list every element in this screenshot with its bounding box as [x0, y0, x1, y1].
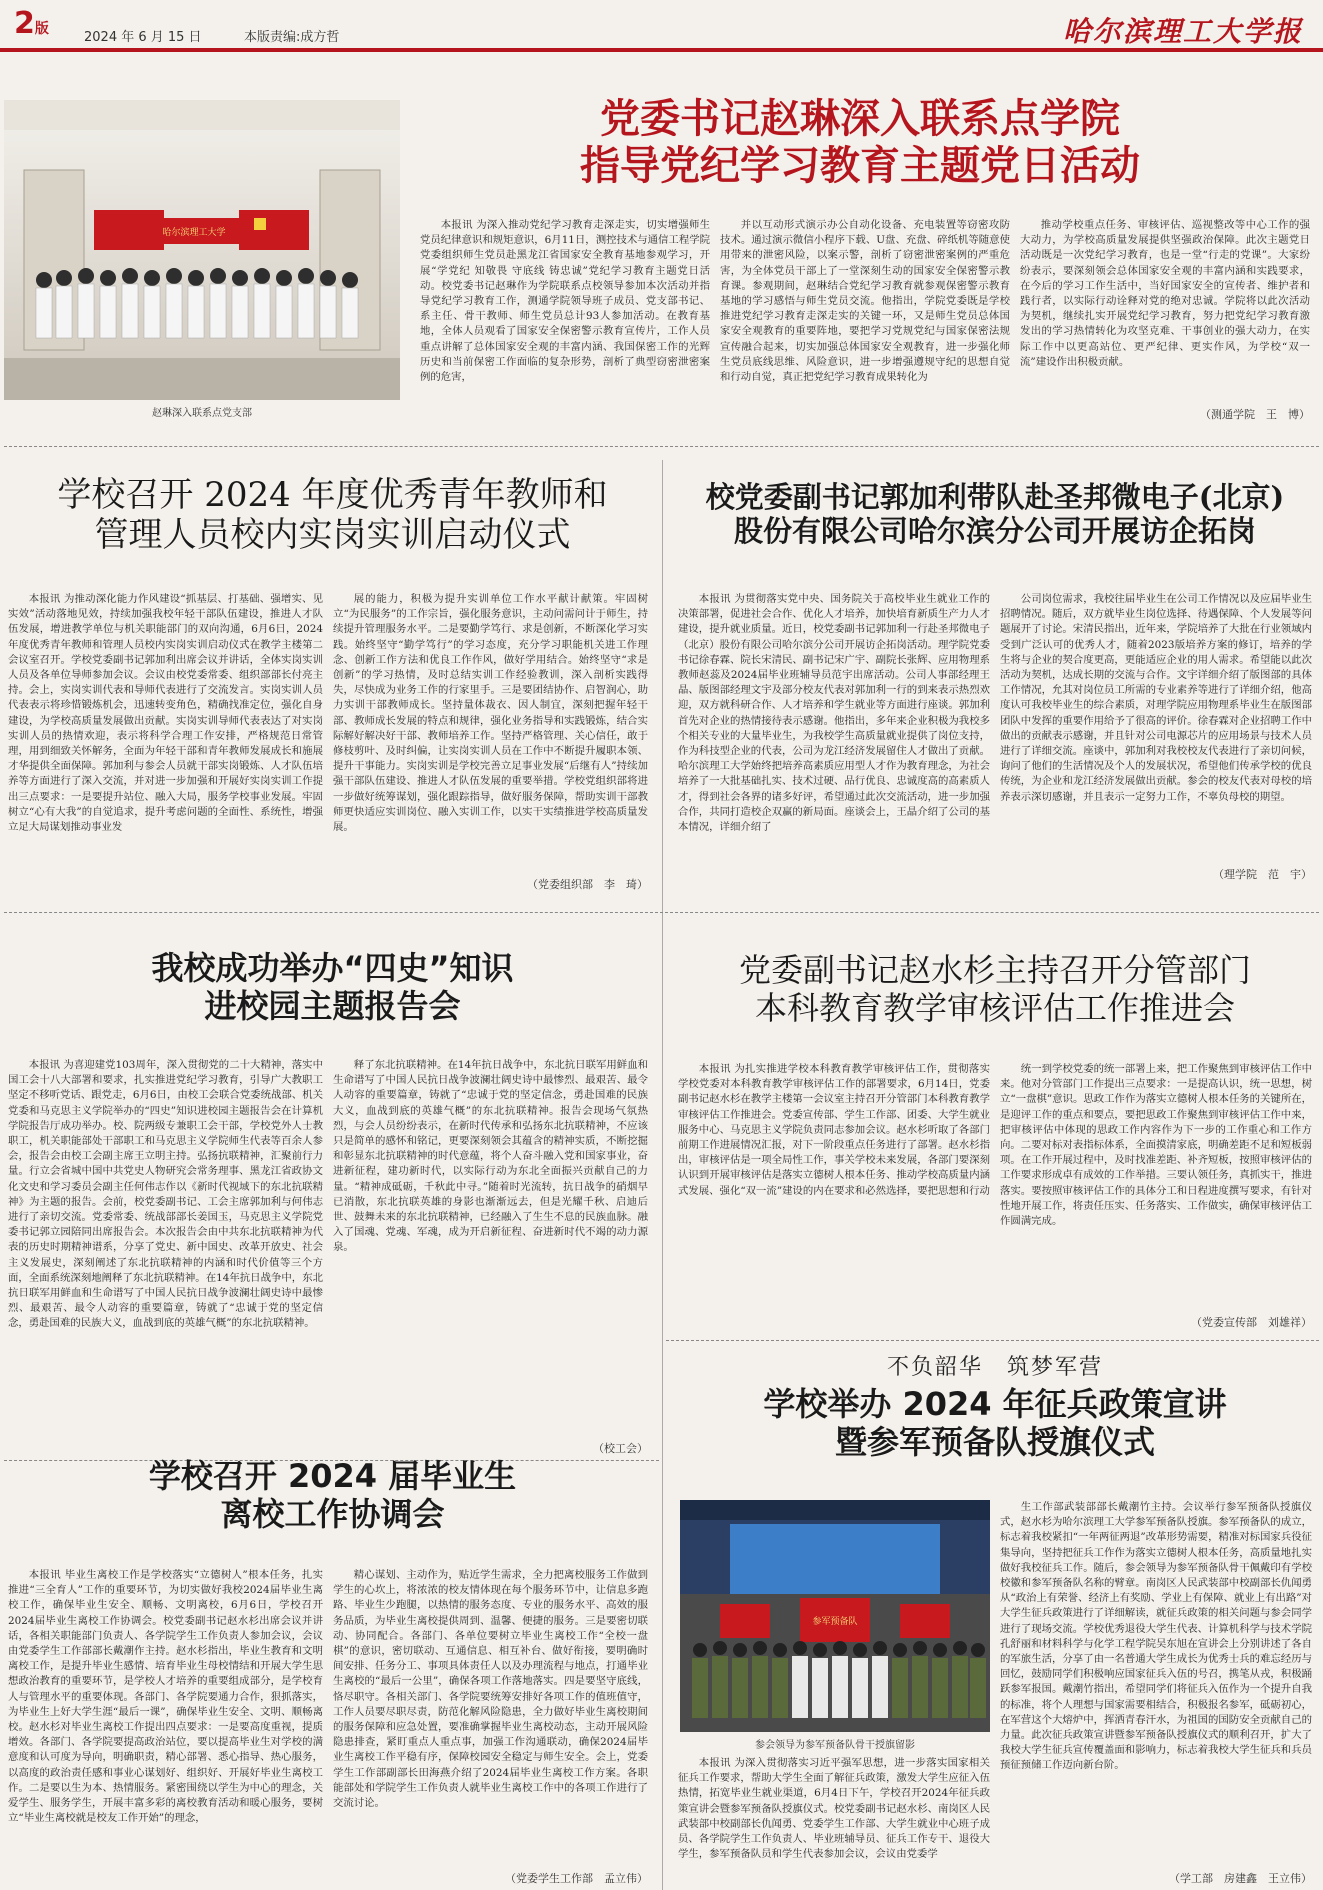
- article6-col1: [8, 1568, 323, 1886]
- masthead: [0, 0, 1323, 50]
- article3-text1: 本报讯 为贯彻落实党中央、国务院关于高校毕业生就业工作的决策部署，促进社会合作、优化人才培养，加快培育新质生产力人才建设，提升就业质量。近日，校党委副书记郭加利一行赴圣邦微电子（北京）股份有限公司哈尔滨分公司开展访企拓岗活动。理学院党委书记徐春霖、院长宋清民、副书记宋广宇、副院长张辉、应用物理系教师赵蕊及2024届毕业班辅导员范宇出席活动。公司人事部经理王晶、版图部经理文宇及部分校友代表对郭加利一行的到来表示热烈欢迎，双方就科研合作、人才培养和学生就业等方面进行座谈。郭加利首先对企业的热情接待表示感谢。他指出，多年来企业积极为我校多个相关专业的大量毕业生，为我校学生高质量就业提供了岗位支持，作为科技型企业的代表，公司为龙江经济发展留住人才做出了贡献。哈尔滨理工大学始终把培养高素质应用型人才作为教育理念，为社会培养了一大批基础扎实、技术过硬、品行优良、忠诚度高的高素质人才，得到社会各界的诸多好评，希望通过此次交流活动，进一步加强合作，共同打造校企双赢的新局面。座谈会上，王晶介绍了公司的基本情况，详细介绍了: [678, 593, 990, 834]
- article7-col-left: [678, 1756, 990, 1886]
- article7-title-line1: 学校举办 2024 年征兵政策宣讲: [763, 1385, 1227, 1423]
- page-number: [14, 6, 49, 41]
- article1-col1: [420, 218, 710, 424]
- svg-text:哈尔滨理工大学: 哈尔滨理工大学: [162, 228, 226, 238]
- article5-byline: （党委宣传部 刘雄祥）: [1191, 1316, 1312, 1329]
- divider-1: [4, 446, 1319, 447]
- article7-byline: （学工部 房建鑫 王立伟）: [1169, 1872, 1312, 1885]
- article4-title: [10, 950, 655, 1026]
- article7-title-line2: 暨参军预备队授旗仪式: [834, 1422, 1155, 1461]
- article7-col-right: [1000, 1500, 1312, 1872]
- article3-title-line2: 股份有限公司哈尔滨分公司开展访企拓岗: [733, 514, 1256, 549]
- article7-photo: [680, 1500, 990, 1732]
- article3-title-line1: 校党委副书记郭加利带队赴圣邦微电子(北京): [705, 480, 1285, 514]
- column-divider: [662, 460, 663, 1890]
- article2-title-line2: 管理人员校内实岗实训启动仪式: [94, 515, 571, 556]
- article2-text1: 本报讯 为推动深化能力作风建设“抓基层、打基础、强增实、见实效”活动落地见效，持续加强我校年轻干部队伍建设，推进人才队伍发展，增进教学单位与机关职能部门的双向沟通，6月6日，2024年度优秀青年教师和管理人员校内实岗实训启动仪式在教学主楼第二会议室召开。学校党委副书记郭加利出席会议并讲话，全体实岗实训人员及各单位导师参加会议。会议由校党委常委、组织部部长付亮主持。会上，实岗实训代表和导师代表进行了交流发言。实岗实训人员代表表示将珍惜锻炼机会，迅速转变角色，精确找准定位，强化自身建设，为学校高质量发展做出贡献。实岗实训导师代表表达了对实岗实训人员的热情欢迎，表示将科学合理工作安排，严格规范日常管理，用到细致关怀解务，全面为年轻干部和青年教师发展成长和施展才华提供全面保障。郭加利与参会人员就干部实岗锻炼、人才队伍培养等方面进行了深入交流，并对进一步加强和开展好实岗实训工作提出三点要求：一是要提升站位、融入大局，服务学校事业发展。牢固树立“心有大我”的自觉追求，提升考虑问题的全面性、系统性，增强立足大局谋划推动事业发: [8, 593, 323, 834]
- article1-col3: [1020, 218, 1310, 410]
- article7-kicker: 不负韶华 筑梦军营: [886, 1355, 1103, 1380]
- article4-col1: [8, 1058, 323, 1452]
- issue-date: 2024 年 6 月 15 日: [84, 30, 202, 45]
- article5-title: [680, 952, 1310, 1028]
- flag-banner-text: 参军预备队: [812, 1617, 858, 1627]
- masthead-rule: [0, 48, 1323, 52]
- article7-photo-caption: 参会领导为参军预备队骨干授旗留影: [755, 1740, 915, 1751]
- divider-2: [4, 912, 1319, 913]
- article2-title: [10, 475, 655, 555]
- article5-col2: [1000, 1062, 1312, 1312]
- article1-title-line2: 指导党纪学习教育主题党日活动: [580, 142, 1140, 190]
- article2-col1: [8, 592, 323, 890]
- article6-byline: （党委学生工作部 孟立伟）: [505, 1872, 648, 1885]
- article1-title-line1: 党委书记赵琳深入联系点学院: [600, 95, 1120, 142]
- article5-text1: 本报讯 为扎实推进学校本科教育教学审核评估工作，贯彻落实学校党委对本科教育教学审核评估工作的部署要求，6月14日，党委副书记赵水杉在教学主楼第一会议室主持召开分管部门本科教育教学审核评估工作推进会。党委宣传部、学生工作部、团委、大学生就业服务中心、马克思主义学院负责同志参加会议。赵水杉听取了各部门前期工作进展情况汇报，对下一阶段重点任务进行了部署。赵水杉指出，审核评估是一项全局性工作，事关学校未来发展，各部门要深刻认识到开展审核评估是落实立德树人根本任务、推动学校高质量内涵式发展、强化“双一流”建设的内在要求和必然选择，要把思想和行动: [678, 1063, 990, 1197]
- newspaper-brand: 哈尔滨理工大学报: [1062, 15, 1303, 48]
- article2-col2: [333, 592, 648, 874]
- page-editor: 本版责编:成方哲: [244, 30, 340, 45]
- article5-col1: [678, 1062, 990, 1334]
- article1-text3: 推动学校重点任务、审核评估、巡视整改等中心工作的强大动力，为学校高质量发展提供坚强政治保障。此次主题党日活动既是一次党纪学习教育，也是一堂“行走的党课”。大家纷纷表示，要深刻领会总体国家安全观的丰富内涵和实践要求，在今后的学习工作生活中，当好国家安全的宣传者、维护者和践行者，以实际行动诠释对党的绝对忠诚。学院将以此次活动为契机，继续扎实开展党纪学习教育，努力把党纪学习教育激发出的学习热情转化为攻坚克难、干事创业的强大动力，在实际工作中以更高站位、更严纪律、更实作风，为学校“双一流”建设作出积极贡献。: [1020, 219, 1310, 368]
- article5-title-line1: 党委副书记赵水杉主持召开分管部门: [738, 951, 1251, 989]
- article4-title-line1: 我校成功举办“四史”知识: [151, 949, 514, 987]
- page-number-suffix: 版: [34, 21, 49, 37]
- article6-title: [10, 1458, 655, 1534]
- article4-col2: [333, 1058, 648, 1438]
- page-number-digit: 2: [14, 6, 35, 41]
- article7-text-left: 本报讯 为深入贯彻落实习近平强军思想，进一步落实国家相关征兵工作要求，帮助大学生全面了解征兵政策，激发大学生应征入伍热情，拓宽毕业生就业渠道，6月4日下午，学校召开2024年征兵政策宣讲会暨参军预备队授旗仪式。校党委副书记赵水杉、南岗区人民武装部中校副部长仇闻勇、党委学生工作部、大学生就业中心班子成员、各学院学生工作负责人、毕业班辅导员、征兵工作专干、退役大学生，参军预备队员和学生代表参加会议，会议由党委学: [678, 1757, 990, 1861]
- article3-byline: （理学院 范 宇）: [1213, 868, 1312, 881]
- article7-title: [680, 1386, 1310, 1462]
- article1-photo-caption: 赵琳深入联系点党支部: [152, 408, 252, 419]
- article5-title-line2: 本科教育教学审核评估工作推进会: [754, 988, 1235, 1027]
- article6-text2: 精心谋划、主动作为，贴近学生需求，全力把离校服务工作做到学生的心坎上，将浓浓的校友情体现在每个服务环节中，让信息多跑路、毕业生少跑腿，以热情的服务态度、专业的服务水平、高效的服务品质，为毕业生离校提供周到、温馨、便捷的服务。三是要密切联动、协同配合。各部门、各单位要树立毕业生离校工作“全校一盘棋”的意识，密切联动、互通信息、相互补台、做好衔接，要明确时间安排、任务分工、事项具体责任人以及办理流程与地点，打通毕业生离校的“最后一公里”，确保各项工作落地落实。四是要坚守底线，恪尽职守。各相关部门、各学院要统筹安排好各项工作的值班值守，工作人员要尽职尽责，防范化解风险隐患，全力做好毕业生离校期间的服务保障和应急处置，要准确掌握毕业生离校动态，主动开展风险隐患排查，紧盯重点人重点事，加强工作沟通联动，确保2024届毕业生离校工作平稳有序，保障校园安全稳定与师生安全。会上，党委学生工作部副部长田海燕介绍了2024届毕业生离校工作方案。各职能部处和学院学生工作负责人就毕业生离校工作中的各项工作进行了交流讨论。: [333, 1569, 648, 1810]
- article1-col2: [720, 218, 1010, 424]
- article4-text2: 释了东北抗联精神。在14年抗日战争中，东北抗日联军用鲜血和生命谱写了中国人民抗日战争波澜壮阔史诗中最惨烈、最艰苦、最令人动容的重要篇章，铸就了“忠诚于党的坚定信念，勇赴国难的民族大义，血战到底的英雄气概”的东北抗联精神。报告会现场气氛热烈，与会人员纷纷表示，在新时代传承和弘扬东北抗联精神，不应该只是简单的感怀和铭记，更要深刻领会其蕴含的精神实质，不断挖掘和彰显东北抗联精神的时代意蕴，将个人奋斗融入党和国家事业，奋进新征程，建功新时代，以实际行动为东北全面振兴贡献自己的力量。“精神成砥砺，千秋此中寻。”随着时光流转，抗日战争的硝烟早已消散，东北抗联英雄的身影也渐渐远去，但是光耀千秋、启迪后世、鼓舞未来的东北抗联精神，已经融入了生生不息的民族血脉。融入了国魂、党魂、军魂，成为开启新征程、奋进新时代不竭的动力源泉。: [333, 1059, 648, 1254]
- article5-text2: 统一到学校党委的统一部署上来，把工作聚焦到审核评估工作中来。他对分管部门工作提出三点要求：一是提高认识，统一思想，树立“一盘棋”意识。思政工作作为落实立德树人根本任务的关键所在，是迎评工作的重点和要点，要把思政工作聚焦到审核评估工作中来，把审核评估中体现的思政工作内容作为下一步的工作重心和工作方向。二要对标对表指标体系，全面摸清家底，明确差距不足和短板弱项。在工作开展过程中，及时找准差距、补齐短板，按照审核评估的工作要求形成卓有成效的工作举措。三要认领任务，真抓实干，推进落实。要按照审核评估工作的具体分工和日程进度撰写要求，有针对性地开展工作，将责任压实、任务落实、工作做实，确保审核评估工作圆满完成。: [1000, 1063, 1312, 1228]
- article1-title: [420, 95, 1300, 189]
- article3-col2: [1000, 592, 1312, 874]
- article6-col2: [333, 1568, 648, 1872]
- article4-title-line2: 进校园主题报告会: [204, 986, 461, 1025]
- article3-col1: [678, 592, 990, 890]
- article3-text2: 公司岗位需求，我校往届毕业生在公司工作情况以及应届毕业生招聘情况。随后，双方就毕业生岗位选择、待遇保障、个人发展等问题展开了讨论。宋清民指出，近年来，学院培养了大批在行业领域内受到广泛认可的优秀人才，随着2023版培养方案的修订，培养的学生将与企业的契合度更高，更能适应企业的用人需求。希望能以此次活动为契机，达成长期的交流与合作。文宇详细介绍了版图部的具体工作情况，允其对岗位员工所需的专业素养等进行了详细介绍，他高度认可我校毕业生的综合素质，对理学院应用物理系毕业生在版图部团队中发挥的重要作用给予了很高的评价。徐春霖对企业招聘工作中做出的贡献表示感谢，并且针对公司电源芯片的应用场景与技术人员进行了详细交流。座谈中，郭加利对我校校友代表进行了亲切问候，询问了他们的生活情况及个人的发展状况，希望他们传承学校的优良传统，为企业和龙江经济发展做出贡献。参会的校友代表对母校的培养表示深切感谢，并且表示一定努力工作，不辜负母校的期望。: [1000, 593, 1312, 803]
- article4-text1: 本报讯 为喜迎建党103周年，深入贯彻党的二十大精神，落实中国工会十八大部署和要求，扎实推进党纪学习教育，引导广大教职工坚定不移听党话、跟党走，6月6日，由校工会联合党委统战部、机关党委和马克思主义学院举办的“四史”知识进校园主题报告会在计算机学院报告厅成功举办。校、院两级专兼职工会干部，学校党外人士教职工，机关职能部处干部职工和马克思主义学院师生代表等百余人参会，报告会由校工会副主席王立明主持。弘扬抗联精神，汇聚前行力量。行立会省城中国中共党史人物研究会常务理事、黑龙江省政协文化文史和学习委员会副主任何伟志作以《新时代视域下的东北抗联精神》为主题的报告。会前，校党委副书记、工会主席郭加利与何伟志进行了亲切交流。党委常委、统战部部长姜国玉，马克思主义学院党委书记郭立园陪同出席报告会。本次报告会由中共东北抗联精神为代表的历史时期精神谱系，分享了党史、新中国史、改革开放史、社会主义发展史，深刻阐述了东北抗联精神的内涵和时代价值等三个方面，全面系统深刻地阐释了东北抗联精神。在14年抗日战争中，东北抗日联军用鲜血和生命谱写了中国人民抗日战争波澜壮阔史诗中最惨烈、最艰苦、最令人动容的重要篇章，铸就了“忠诚于党的坚定信念，勇赴国难的民族大义，血战到底的英雄气概”的东北抗联精神。: [8, 1059, 323, 1330]
- article2-title-line1: 学校召开 2024 年度优秀青年教师和: [57, 475, 608, 515]
- article6-text1: 本报讯 毕业生离校工作是学校落实“立德树人”根本任务，扎实推进“三全育人”工作的重要环节，为切实做好我校2024届毕业生离校工作，确保毕业生安全、顺畅、文明离校，6月6日，学校召开2024届毕业生离校工作协调会。校党委副书记赵水杉出席会议并讲话，各相关职能部门负责人、各学院学生工作负责人参加会议，会议由党委学生工作部部长戴潮作主持。赵水杉指出，毕业生教育和文明离校工作，是提升毕业生感情、培育毕业生母校情结和开展大学生思想政治教育的重要环节，是学校人才培养的重要组成部分，是学校育人与管理水平的重要体现。各部门、各学院要通力合作，狠抓落实，为毕业生上好大学生涯“最后一课”，确保毕业生安全、文明、顺畅离校。赵水杉对毕业生离校工作提出四点要求：一是要高度重视，提质增效。各部门、各学院要提高政治站位，要以提高毕业生对学校的满意度和认可度为导向，明确职责，精心部署、悉心指导、热心服务，以高度的政治责任感和事业心谋划好、组织好、开展好毕业生离校工作。二是要以生为本、热情服务。紧密围绕以学生为中心的理念，关爱学生、服务学生，开展丰富多彩的离校教育活动和暖心服务，要树立“毕业生离校就是校友工作开始”的理念，: [8, 1569, 323, 1825]
- divider-4: [666, 1340, 1319, 1341]
- article1-text1: 本报讯 为深入推动党纪学习教育走深走实，切实增强师生党员纪律意识和规矩意识，6月11日，测控技术与通信工程学院党委组织师生党员赴黑龙江省国家安全教育基地参观学习，开展“学党纪 知敬畏 守底线 铸忠诚”党纪学习教育主题党日活动。校党委书记赵琳作为学院联系点校领导参加本次活动并指导党纪学习教育工作，测通学院领导班子成员、党支部书记、系主任、骨干教师、师生党员总计93人参加活动。在教育基地，全体人员观看了国家安全保密警示教育宣传片，工作人员重点讲解了总体国家安全观的丰富内涵、我国保密工作的光辉历史和当前保密工作面临的复杂形势，剖析了典型窃密泄密案例的危害，: [420, 219, 710, 384]
- article4-byline: （校工会）: [593, 1442, 648, 1455]
- article2-text2: 展的能力，积极为提升实训单位工作水平献计献策。牢固树立“为民服务”的工作宗旨，强化服务意识，主动问需问计于师生，持续提升管理服务水平。二是要勤学笃行、求是创新，不断深化学习实践。始终坚守“勤学笃行”的学习态度，充分学习职能机关进工作理念、创新工作方法和优良工作作风，做好学用结合。始终坚守“求是创新”的学习热情，及时总结实训工作经验教训，深入剖析实践得失，尽快成为业务工作的行家里手。三是要团结协作、启智润心，助力实训干部教师成长。坚持量体裁衣、因人制宜，深刻把握年轻干部、教师成长发展的特点和规律，强化业务指导和实践锻炼，结合实际解好解决好干部、教师培养工作。坚持严格管理、关心信任，敢于修枝剪叶、及时纠偏，让实岗实训人员在工作中不断提升履职本领、提升干事能力。实岗实训是学校完善立足事业发展“后继有人”持续加强干部队伍建设、推进人才队伍发展的重要举措。学校党组织部将进一步做好统筹谋划，强化跟踪指导，做好服务保障，帮助实训干部教师更快适应实训岗位、融入实训工作，以实干实绩推进学校高质量发展。: [333, 593, 648, 834]
- article7-text-right: 生工作部武装部部长戴潮竹主持。会议举行参军预备队授旗仪式，赵水杉为哈尔滨理工大学参军预备队授旗。参军预备队的成立，标志着我校紧扣“一年两征两退”改革形势需要，精准对标国家兵役征集导向，坚持把征兵工作作为落实立德树人根本任务，高质量地扎实做好我校征兵工作。随后，参会领导为参军预备队骨干佩戴印有学校校徽和参军预备队名称的臂章。南岗区人民武装部中校副部长仇闻勇从“政治上有荣誉、经济上有奖励、学业上有保障、就业上有出路”对大学生征兵政策进行了详细解读，就征兵政策的相关问题与参会同学进行了现场交流。学校优秀退役大学生代表、计算机科学与技术学院孔舒丽和材料科学与化学工程学院吴东旭在宣讲会上分别讲述了各自的军旅生活，分享了由一名普通大学生成长为优秀士兵的难忘经历与回忆，鼓励同学们积极响应国家征兵入伍的号召，携笔从戎，积极踊跃参军报国。戴潮竹指出，希望同学们将征兵入伍作为一个提升自我的标准，将个人理想与国家需要相结合，积极报名参军，砥砺初心，在军营这个大熔炉中，挥洒青春汗水，为祖国的国防安全贡献自己的力量。此次征兵政策宣讲暨参军预备队授旗仪式的顺利召开，扩大了我校大学生征兵宣传覆盖面和影响力，标志着我校大学生征兵和兵员预征预储工作迈向新台阶。: [1000, 1501, 1312, 1772]
- article1-byline: （测通学院 王 博）: [1200, 408, 1310, 421]
- article3-title: [680, 480, 1310, 548]
- article1-photo: [4, 100, 400, 400]
- article2-byline: （党委组织部 李 琦）: [527, 878, 648, 891]
- article6-title-line1: 学校召开 2024 届毕业生: [148, 1457, 517, 1495]
- article1-text2: 并以互动形式演示办公自动化设备、充电装置等窃密攻防技术。通过演示微信小程序下载、U盘、充盘、碎纸机等随意使用带来的泄密风险，以案示警，剖析了窃密泄密案例的严重危害，为全体党员干部上了一堂深刻生动的国家安全保密警示教育课。参观期间，赵琳结合党纪学习教育就参观保密警示教育基地的学习感悟与师生党员交流。他指出，学院党委既是学校推进党纪学习教育走深走实的关键一环，又是师生党员总体国家安全观教育的重要阵地，要把学习党规党纪与国家保密法规宣传融合起来，切实加强总体国家安全观教育，进一步强化师生党员底线思维、风险意识，进一步增强遵规守纪的思想自觉和行动自觉，真正把党纪学习教育成果转化为: [720, 219, 1010, 384]
- article6-title-line2: 离校工作协调会: [220, 1494, 445, 1533]
